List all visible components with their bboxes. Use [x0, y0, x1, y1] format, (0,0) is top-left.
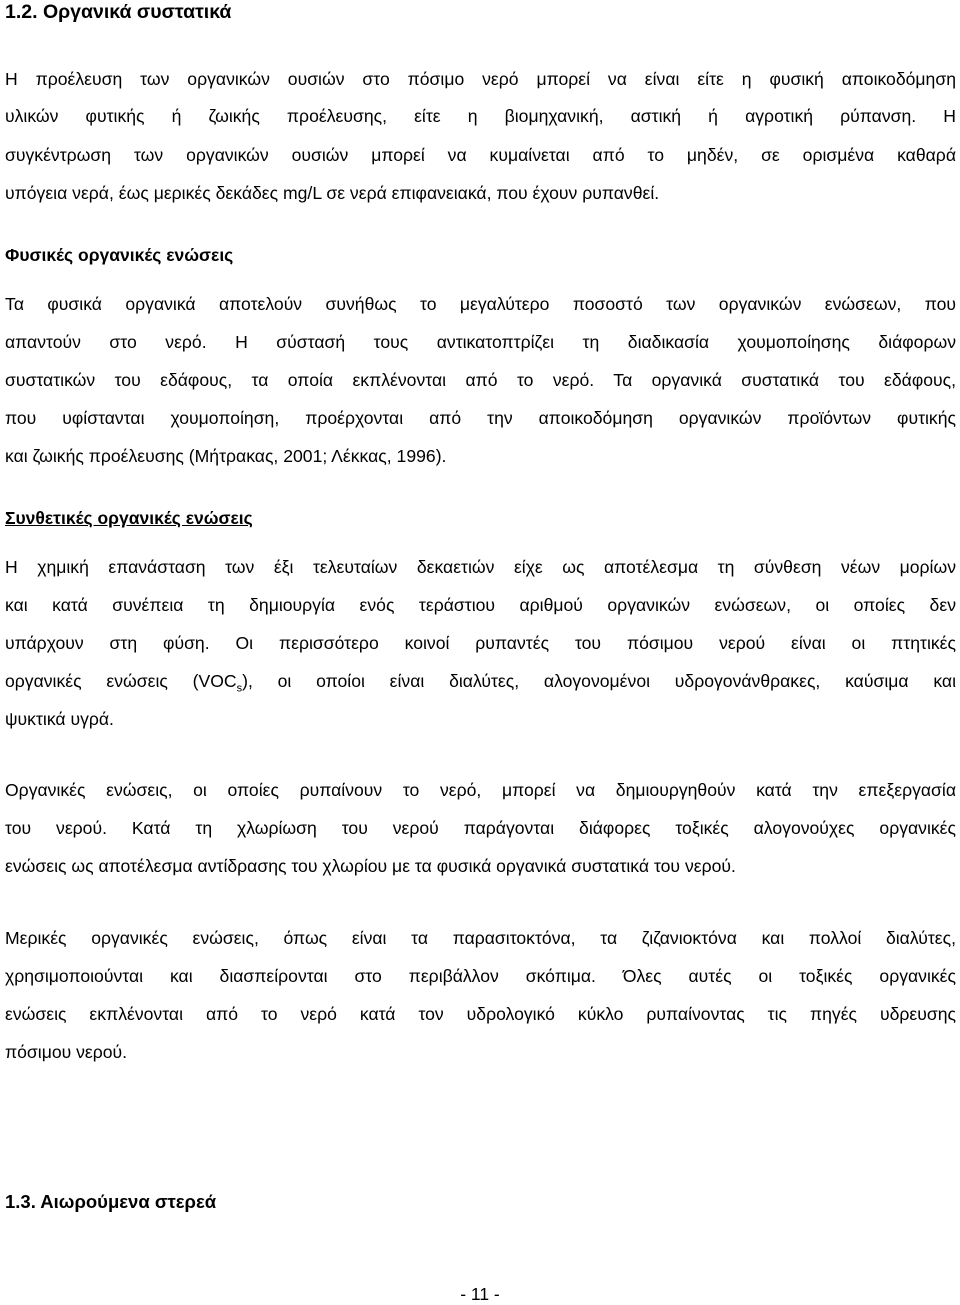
synthetic-compounds-heading: Συνθετικές οργανικές ενώσεις [5, 508, 253, 528]
synthetic-line-4 [5, 670, 956, 695]
voc-text-before: οργανικές ενώσεις (VOC [5, 671, 237, 691]
next-section-heading: 1.3. Αιωρούμενα στερεά [5, 1191, 217, 1212]
intro-line-3: συγκέντρωση των οργανικών ουσιών μπορεί να κυμαίνεται από το μηδέν, σε ορισμένα καθαρά [5, 145, 956, 165]
pollution-line-1: Οργανικές ενώσεις, οι οποίες ρυπαίνουν το νερό, μπορεί να δημιουργηθούν κατά την επεξεργασία [5, 780, 956, 800]
synthetic-line-5: ψυκτικά υγρά. [5, 709, 114, 729]
natural-line-2: απαντούν στο νερό. Η σύστασή τους αντικατοπτρίζει τη διαδικασία χουμοποίησης διάφορων [5, 332, 956, 352]
pesticide-line-1: Μερικές οργανικές ενώσεις, όπως είναι τα παρασιτοκτόνα, τα ζιζανιοκτόνα και πολλοί διαλύτες, [5, 928, 956, 948]
intro-line-1: Η προέλευση των οργανικών ουσιών στο πόσιμο νερό μπορεί να είναι είτε η φυσική αποικοδόμηση [5, 69, 956, 89]
natural-line-1: Τα φυσικά οργανικά αποτελούν συνήθως το μεγαλύτερο ποσοστό των οργανικών ενώσεων, που [5, 294, 956, 314]
synthetic-line-1: Η χημική επανάσταση των έξι τελευταίων δεκαετιών είχε ως αποτέλεσμα τη σύνθεση νέων μορίων [5, 557, 956, 577]
pollution-line-3: ενώσεις ως αποτέλεσμα αντίδρασης του χλωρίου με τα φυσικά οργανικά συστατικά του νερού. [5, 856, 736, 876]
page-number: - 11 - [460, 1284, 500, 1304]
intro-line-2: υλικών φυτικής ή ζωικής προέλευσης, είτε η βιομηχανική, αστική ή αγροτική ρύπανση. Η [5, 106, 956, 126]
pesticide-line-3: ενώσεις εκπλένονται από το νερό κατά τον υδρολογικό κύκλο ρυπαίνοντας τις πηγές υδρευσης [5, 1004, 956, 1024]
natural-compounds-heading: Φυσικές οργανικές ενώσεις [5, 245, 234, 265]
voc-text-after: ), οι οποίοι είναι διαλύτες, αλογονομένοι υδρογονάνθρακες, καύσιμα και [242, 671, 956, 691]
pesticide-line-2: χρησιμοποιούνται και διασπείρονται στο περιβάλλον σκόπιμα. Όλες αυτές οι τοξικές οργανικές [5, 966, 956, 986]
section-heading: 1.2. Οργανικά συστατικά [5, 1, 232, 23]
pesticide-line-4: πόσιμου νερού. [5, 1042, 128, 1062]
intro-line-4: υπόγεια νερά, έως μερικές δεκάδες mg/L σε νερά επιφανειακά, που έχουν ρυπανθεί. [5, 183, 660, 203]
pollution-line-2: του νερού. Κατά τη χλωρίωση του νερού παράγονται διάφορες τοξικές αλογονούχες οργανικές [5, 818, 956, 838]
natural-line-4: που υφίστανται χουμοποίηση, προέρχονται από την αποικοδόμηση οργανικών προϊόντων φυτικής [5, 408, 956, 428]
synthetic-line-3: υπάρχουν στη φύση. Οι περισσότερο κοινοί ρυπαντές του πόσιμου νερού είναι οι πτητικές [5, 633, 956, 653]
synthetic-line-2: και κατά συνέπεια τη δημιουργία ενός τεράστιου αριθμού οργανικών ενώσεων, οι οποίες δεν [5, 595, 956, 615]
natural-line-5: και ζωικής προέλευσης (Μήτρακας, 2001; Λέκκας, 1996). [5, 446, 447, 466]
natural-line-3: συστατικών του εδάφους, τα οποία εκπλένονται από το νερό. Τα οργανικά συστατικά του εδάφους, [5, 370, 956, 390]
voc-subscript: s [236, 682, 243, 695]
